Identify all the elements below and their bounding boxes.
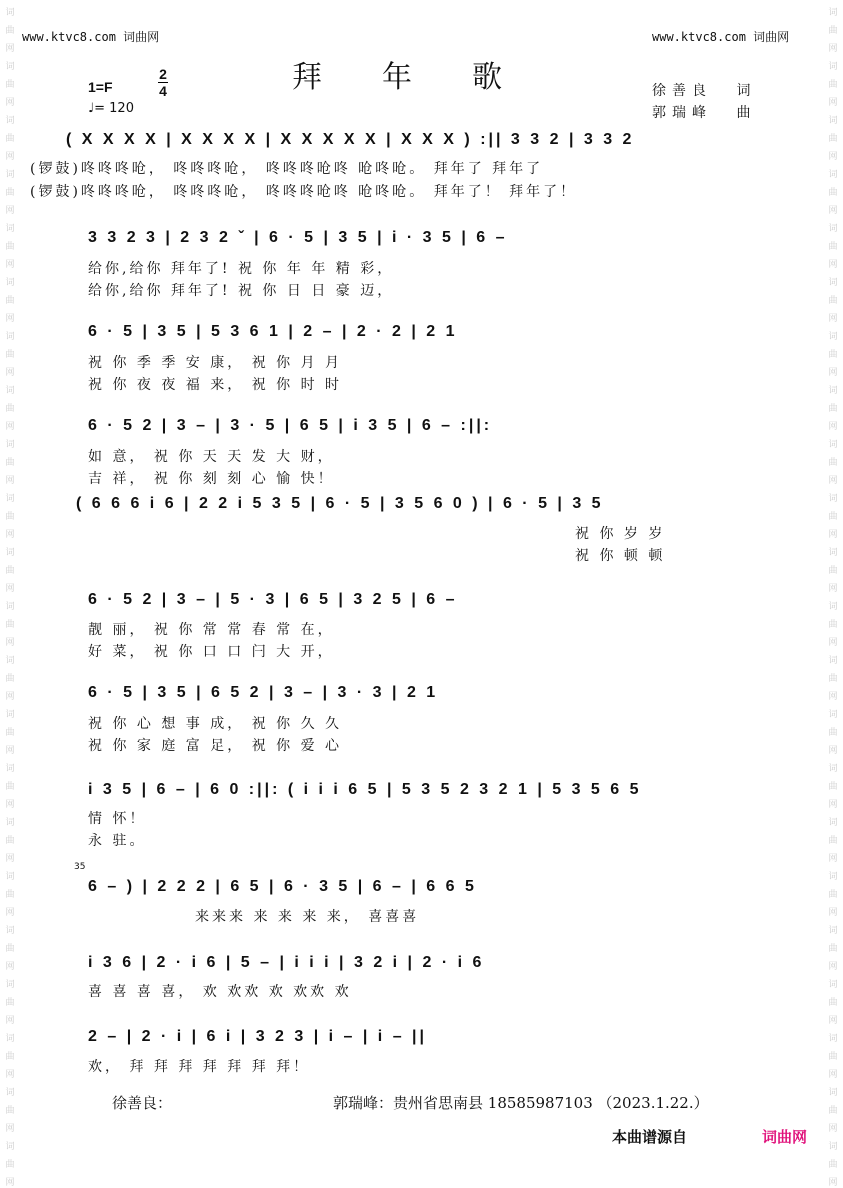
- score-row-1-lyric-2: (锣鼓)咚咚咚呛， 咚咚咚呛， 咚咚咚呛咚 呛咚呛。 拜年了！ 拜年了！: [30, 184, 578, 200]
- watermark-char: 曲: [828, 890, 838, 900]
- watermark-char: 曲: [5, 836, 15, 846]
- watermark-char: 曲: [828, 1160, 838, 1170]
- watermark-char: 曲: [5, 512, 15, 522]
- watermark-char: 网: [5, 1016, 15, 1026]
- watermark-char: 词: [828, 116, 838, 126]
- watermark-char: 曲: [5, 458, 15, 468]
- watermark-char: 词: [828, 494, 838, 504]
- site-name-left: 词曲网: [123, 30, 160, 44]
- watermark-char: 网: [5, 854, 15, 864]
- watermark-char: 网: [5, 422, 15, 432]
- score-row-9-lyric-1: 来来来 来 来 来 来， 喜喜喜: [195, 909, 420, 925]
- score-row-8-notes: i 3 5 | 6 – | 6 0 :||: ( i i i 6 5 | 5 3 5 2 3 2 1 | 5 3 5 6 5: [88, 781, 642, 798]
- score-row-2-lyric-2: 给你,给你 拜年了! 祝 你 日 日 豪 迈，: [88, 283, 395, 299]
- watermark-char: 曲: [5, 80, 15, 90]
- watermark-char: 网: [5, 260, 15, 270]
- lyricist-credit: [652, 80, 756, 100]
- watermark-char: 词: [5, 872, 15, 882]
- watermark-char: 词: [5, 602, 15, 612]
- watermark-char: 曲: [5, 566, 15, 576]
- watermark-char: 网: [828, 908, 838, 918]
- watermark-char: 词: [5, 818, 15, 828]
- watermark-char: 曲: [828, 512, 838, 522]
- watermark-char: 词: [5, 764, 15, 774]
- watermark-char: 词: [5, 494, 15, 504]
- watermark-char: 曲: [828, 1106, 838, 1116]
- watermark-char: 词: [828, 332, 838, 342]
- watermark-char: 网: [828, 314, 838, 324]
- tempo-marking: ♩= 120: [88, 101, 134, 116]
- watermark-char: 词: [828, 440, 838, 450]
- score-row-2-notes: 3 3 2 3 | 2 3 2 ˇ | 6 · 5 | 3 5 | i · 3 5 | 6 –: [88, 229, 508, 246]
- watermark-char: 曲: [828, 26, 838, 36]
- score-row-1-notes: ( X X X X | X X X X | X X X X X | X X X ) :|| 3 3 2 | 3 3 2: [66, 131, 635, 148]
- score-row-6-lyric-1: 靓 丽， 祝 你 常 常 春 常 在，: [88, 622, 335, 638]
- watermark-char: 网: [5, 638, 15, 648]
- score-row-8-lyric-2: 永 驻。: [88, 833, 147, 849]
- watermark-char: 网: [5, 692, 15, 702]
- watermark-char: 词: [5, 386, 15, 396]
- watermark-char: 曲: [828, 188, 838, 198]
- site-url-left[interactable]: www.ktvc8.com: [22, 30, 116, 44]
- watermark-char: 词: [828, 710, 838, 720]
- watermark-char: 词: [828, 224, 838, 234]
- watermark-char: 词: [828, 278, 838, 288]
- watermark-char: 词: [5, 710, 15, 720]
- watermark-char: 网: [828, 98, 838, 108]
- watermark-char: 网: [828, 476, 838, 486]
- watermark-char: 曲: [5, 350, 15, 360]
- watermark-char: 网: [5, 1178, 15, 1188]
- watermark-char: 词: [828, 872, 838, 882]
- watermark-char: 曲: [828, 296, 838, 306]
- watermark-char: 词: [828, 602, 838, 612]
- watermark-char: 词: [828, 656, 838, 666]
- watermark-char: 网: [828, 260, 838, 270]
- watermark-char: 词: [828, 8, 838, 18]
- key-signature: 1=F: [88, 79, 113, 95]
- watermark-char: 曲: [828, 998, 838, 1008]
- watermark-char: 网: [5, 908, 15, 918]
- watermark-char: 网: [828, 530, 838, 540]
- score-row-7-lyric-1: 祝 你 心 想 事 成， 祝 你 久 久: [88, 716, 343, 732]
- watermark-char: 曲: [5, 242, 15, 252]
- score-row-3-lyric-2: 祝 你 夜 夜 福 来， 祝 你 时 时: [88, 377, 343, 393]
- watermark-char: 曲: [5, 728, 15, 738]
- watermark-char: 词: [5, 926, 15, 936]
- score-row-10-lyric-1: 喜 喜 喜 喜， 欢 欢欢 欢 欢欢 欢: [88, 984, 352, 1000]
- watermark-char: 网: [5, 962, 15, 972]
- watermark-char: 曲: [828, 80, 838, 90]
- footer-composer-info: 郭瑞峰：贵州省思南县 18585987103 （2023.1.22.）: [333, 1094, 709, 1112]
- watermark-char: 曲: [828, 566, 838, 576]
- watermark-char: 网: [828, 638, 838, 648]
- site-url-right[interactable]: www.ktvc8.com: [652, 30, 746, 44]
- watermark-char: 曲: [5, 1160, 15, 1170]
- score-row-7-lyric-2: 祝 你 家 庭 富 足， 祝 你 爱 心: [88, 738, 343, 754]
- watermark-char: 曲: [5, 188, 15, 198]
- watermark-char: 曲: [5, 620, 15, 630]
- watermark-char: 曲: [828, 674, 838, 684]
- watermark-char: 网: [828, 1070, 838, 1080]
- watermark-char: 曲: [5, 134, 15, 144]
- source-brand-link[interactable]: 词曲网: [762, 1128, 808, 1146]
- watermark-char: 曲: [828, 836, 838, 846]
- watermark-char: 曲: [828, 728, 838, 738]
- watermark-char: 网: [828, 962, 838, 972]
- grace-note: 35: [74, 862, 86, 872]
- watermark-char: 词: [828, 1088, 838, 1098]
- score-row-4-lyric-1: 如 意， 祝 你 天 天 发 大 财，: [88, 449, 335, 465]
- watermark-char: 曲: [5, 998, 15, 1008]
- score-row-5-notes: ( 6 6 6 i 6 | 2 2 i 5 3 5 | 6 · 5 | 3 5 6 0 ) | 6 · 5 | 3 5: [76, 495, 604, 512]
- watermark-char: 曲: [828, 458, 838, 468]
- composer-role: 曲: [736, 105, 757, 121]
- watermark-char: 曲: [828, 242, 838, 252]
- watermark-char: 词: [5, 1088, 15, 1098]
- composer-credit: [652, 102, 756, 122]
- watermark-char: 词: [5, 62, 15, 72]
- watermark-char: 网: [828, 854, 838, 864]
- watermark-char: 网: [828, 1178, 838, 1188]
- watermark-char: 曲: [5, 26, 15, 36]
- watermark-char: 网: [828, 368, 838, 378]
- watermark-char: 曲: [828, 620, 838, 630]
- watermark-char: 曲: [828, 134, 838, 144]
- watermark-char: 网: [5, 206, 15, 216]
- watermark-char: 词: [828, 1034, 838, 1044]
- watermark-char: 曲: [828, 404, 838, 414]
- watermark-char: 网: [5, 314, 15, 324]
- watermark-char: 网: [5, 476, 15, 486]
- score-row-3-notes: 6 · 5 | 3 5 | 5 3 6 1 | 2 – | 2 · 2 | 2 1: [88, 323, 458, 340]
- watermark-char: 曲: [5, 404, 15, 414]
- watermark-char: 词: [5, 656, 15, 666]
- watermark-char: 网: [5, 530, 15, 540]
- score-row-6-lyric-2: 好 菜， 祝 你 口 口 闩 大 开，: [88, 644, 335, 660]
- watermark-char: 词: [828, 1142, 838, 1152]
- score-row-2-lyric-1: 给你,给你 拜年了! 祝 你 年 年 精 彩，: [88, 261, 395, 277]
- watermark-char: 词: [5, 332, 15, 342]
- watermark-char: 词: [5, 278, 15, 288]
- watermark-char: 曲: [828, 1052, 838, 1062]
- site-name-right: 词曲网: [753, 30, 790, 44]
- watermark-char: 网: [828, 800, 838, 810]
- watermark-char: 词: [828, 170, 838, 180]
- watermark-char: 网: [5, 44, 15, 54]
- footer-lyricist: 徐善良：: [112, 1094, 173, 1112]
- watermark-char: 词: [5, 1034, 15, 1044]
- watermark-char: 网: [5, 152, 15, 162]
- source-label: 本曲谱源自: [612, 1128, 688, 1146]
- time-numerator: 2: [159, 66, 167, 82]
- score-row-4-notes: 6 · 5 2 | 3 – | 3 · 5 | 6 5 | i 3 5 | 6 – :||:: [88, 417, 493, 434]
- watermark-char: 词: [5, 1142, 15, 1152]
- watermark-char: 曲: [5, 1106, 15, 1116]
- watermark-char: 网: [828, 1016, 838, 1026]
- watermark-char: 词: [828, 386, 838, 396]
- watermark-char: 词: [5, 548, 15, 558]
- score-row-11-notes: 2 – | 2 · i | 6 i | 3 2 3 | i – | i – ||: [88, 1028, 427, 1045]
- watermark-char: 词: [5, 116, 15, 126]
- watermark-char: 网: [5, 746, 15, 756]
- watermark-char: 词: [5, 224, 15, 234]
- watermark-char: 曲: [5, 674, 15, 684]
- watermark-char: 网: [5, 1124, 15, 1134]
- watermark-char: 曲: [5, 296, 15, 306]
- score-row-5-lyric-1: 祝 你 岁 岁: [575, 526, 666, 542]
- watermark-char: 网: [828, 152, 838, 162]
- watermark-char: 曲: [5, 1052, 15, 1062]
- watermark-char: 词: [5, 170, 15, 180]
- composer-name: 郭瑞峰: [652, 105, 712, 121]
- song-title: 拜年歌: [292, 60, 562, 95]
- score-row-11-lyric-1: 欢， 拜 拜 拜 拜 拜 拜 拜！: [88, 1059, 311, 1075]
- score-row-9-notes: 6 – ) | 2 2 2 | 6 5 | 6 · 3 5 | 6 – | 6 6 5: [88, 878, 477, 895]
- header-right: [652, 28, 789, 45]
- watermark-char: 词: [5, 440, 15, 450]
- score-row-7-notes: 6 · 5 | 3 5 | 6 5 2 | 3 – | 3 · 3 | 2 1: [88, 684, 439, 701]
- score-row-4-lyric-2: 吉 祥， 祝 你 刻 刻 心 愉 快！: [88, 471, 335, 487]
- left-watermark-strip: [0, 0, 20, 1188]
- watermark-char: 网: [828, 584, 838, 594]
- score-row-6-notes: 6 · 5 2 | 3 – | 5 · 3 | 6 5 | 3 2 5 | 6 –: [88, 591, 458, 608]
- watermark-char: 曲: [828, 944, 838, 954]
- watermark-char: 曲: [5, 782, 15, 792]
- header-left: [22, 28, 159, 45]
- watermark-char: 词: [828, 548, 838, 558]
- watermark-char: 网: [828, 44, 838, 54]
- watermark-char: 网: [5, 800, 15, 810]
- watermark-char: 词: [5, 8, 15, 18]
- time-denominator: 4: [159, 83, 167, 99]
- watermark-char: 词: [828, 980, 838, 990]
- watermark-char: 曲: [828, 782, 838, 792]
- watermark-char: 词: [828, 764, 838, 774]
- watermark-char: 网: [5, 368, 15, 378]
- watermark-char: 网: [828, 692, 838, 702]
- watermark-char: 词: [828, 926, 838, 936]
- watermark-char: 网: [5, 584, 15, 594]
- score-row-8-lyric-1: 情 怀！: [88, 811, 147, 827]
- watermark-char: 网: [5, 98, 15, 108]
- watermark-char: 曲: [828, 350, 838, 360]
- watermark-char: 网: [5, 1070, 15, 1080]
- watermark-char: 词: [828, 818, 838, 828]
- watermark-char: 网: [828, 206, 838, 216]
- score-row-3-lyric-1: 祝 你 季 季 安 康， 祝 你 月 月: [88, 355, 343, 371]
- score-row-1-lyric-1: (锣鼓)咚咚咚呛， 咚咚咚呛， 咚咚咚呛咚 呛咚呛。 拜年了 拜年了: [30, 161, 544, 177]
- lyricist-name: 徐善良: [652, 83, 712, 99]
- score-row-10-notes: i 3 6 | 2 · i 6 | 5 – | i i i | 3 2 i | 2 · i 6: [88, 954, 485, 971]
- watermark-char: 网: [828, 746, 838, 756]
- score-row-5-lyric-2: 祝 你 顿 顿: [575, 548, 666, 564]
- right-watermark-strip: [823, 0, 843, 1188]
- watermark-char: 词: [828, 62, 838, 72]
- watermark-char: 曲: [5, 890, 15, 900]
- watermark-char: 网: [828, 422, 838, 432]
- watermark-char: 曲: [5, 944, 15, 954]
- time-signature: [158, 66, 168, 99]
- lyricist-role: 词: [736, 83, 757, 99]
- watermark-char: 词: [5, 980, 15, 990]
- watermark-char: 网: [828, 1124, 838, 1134]
